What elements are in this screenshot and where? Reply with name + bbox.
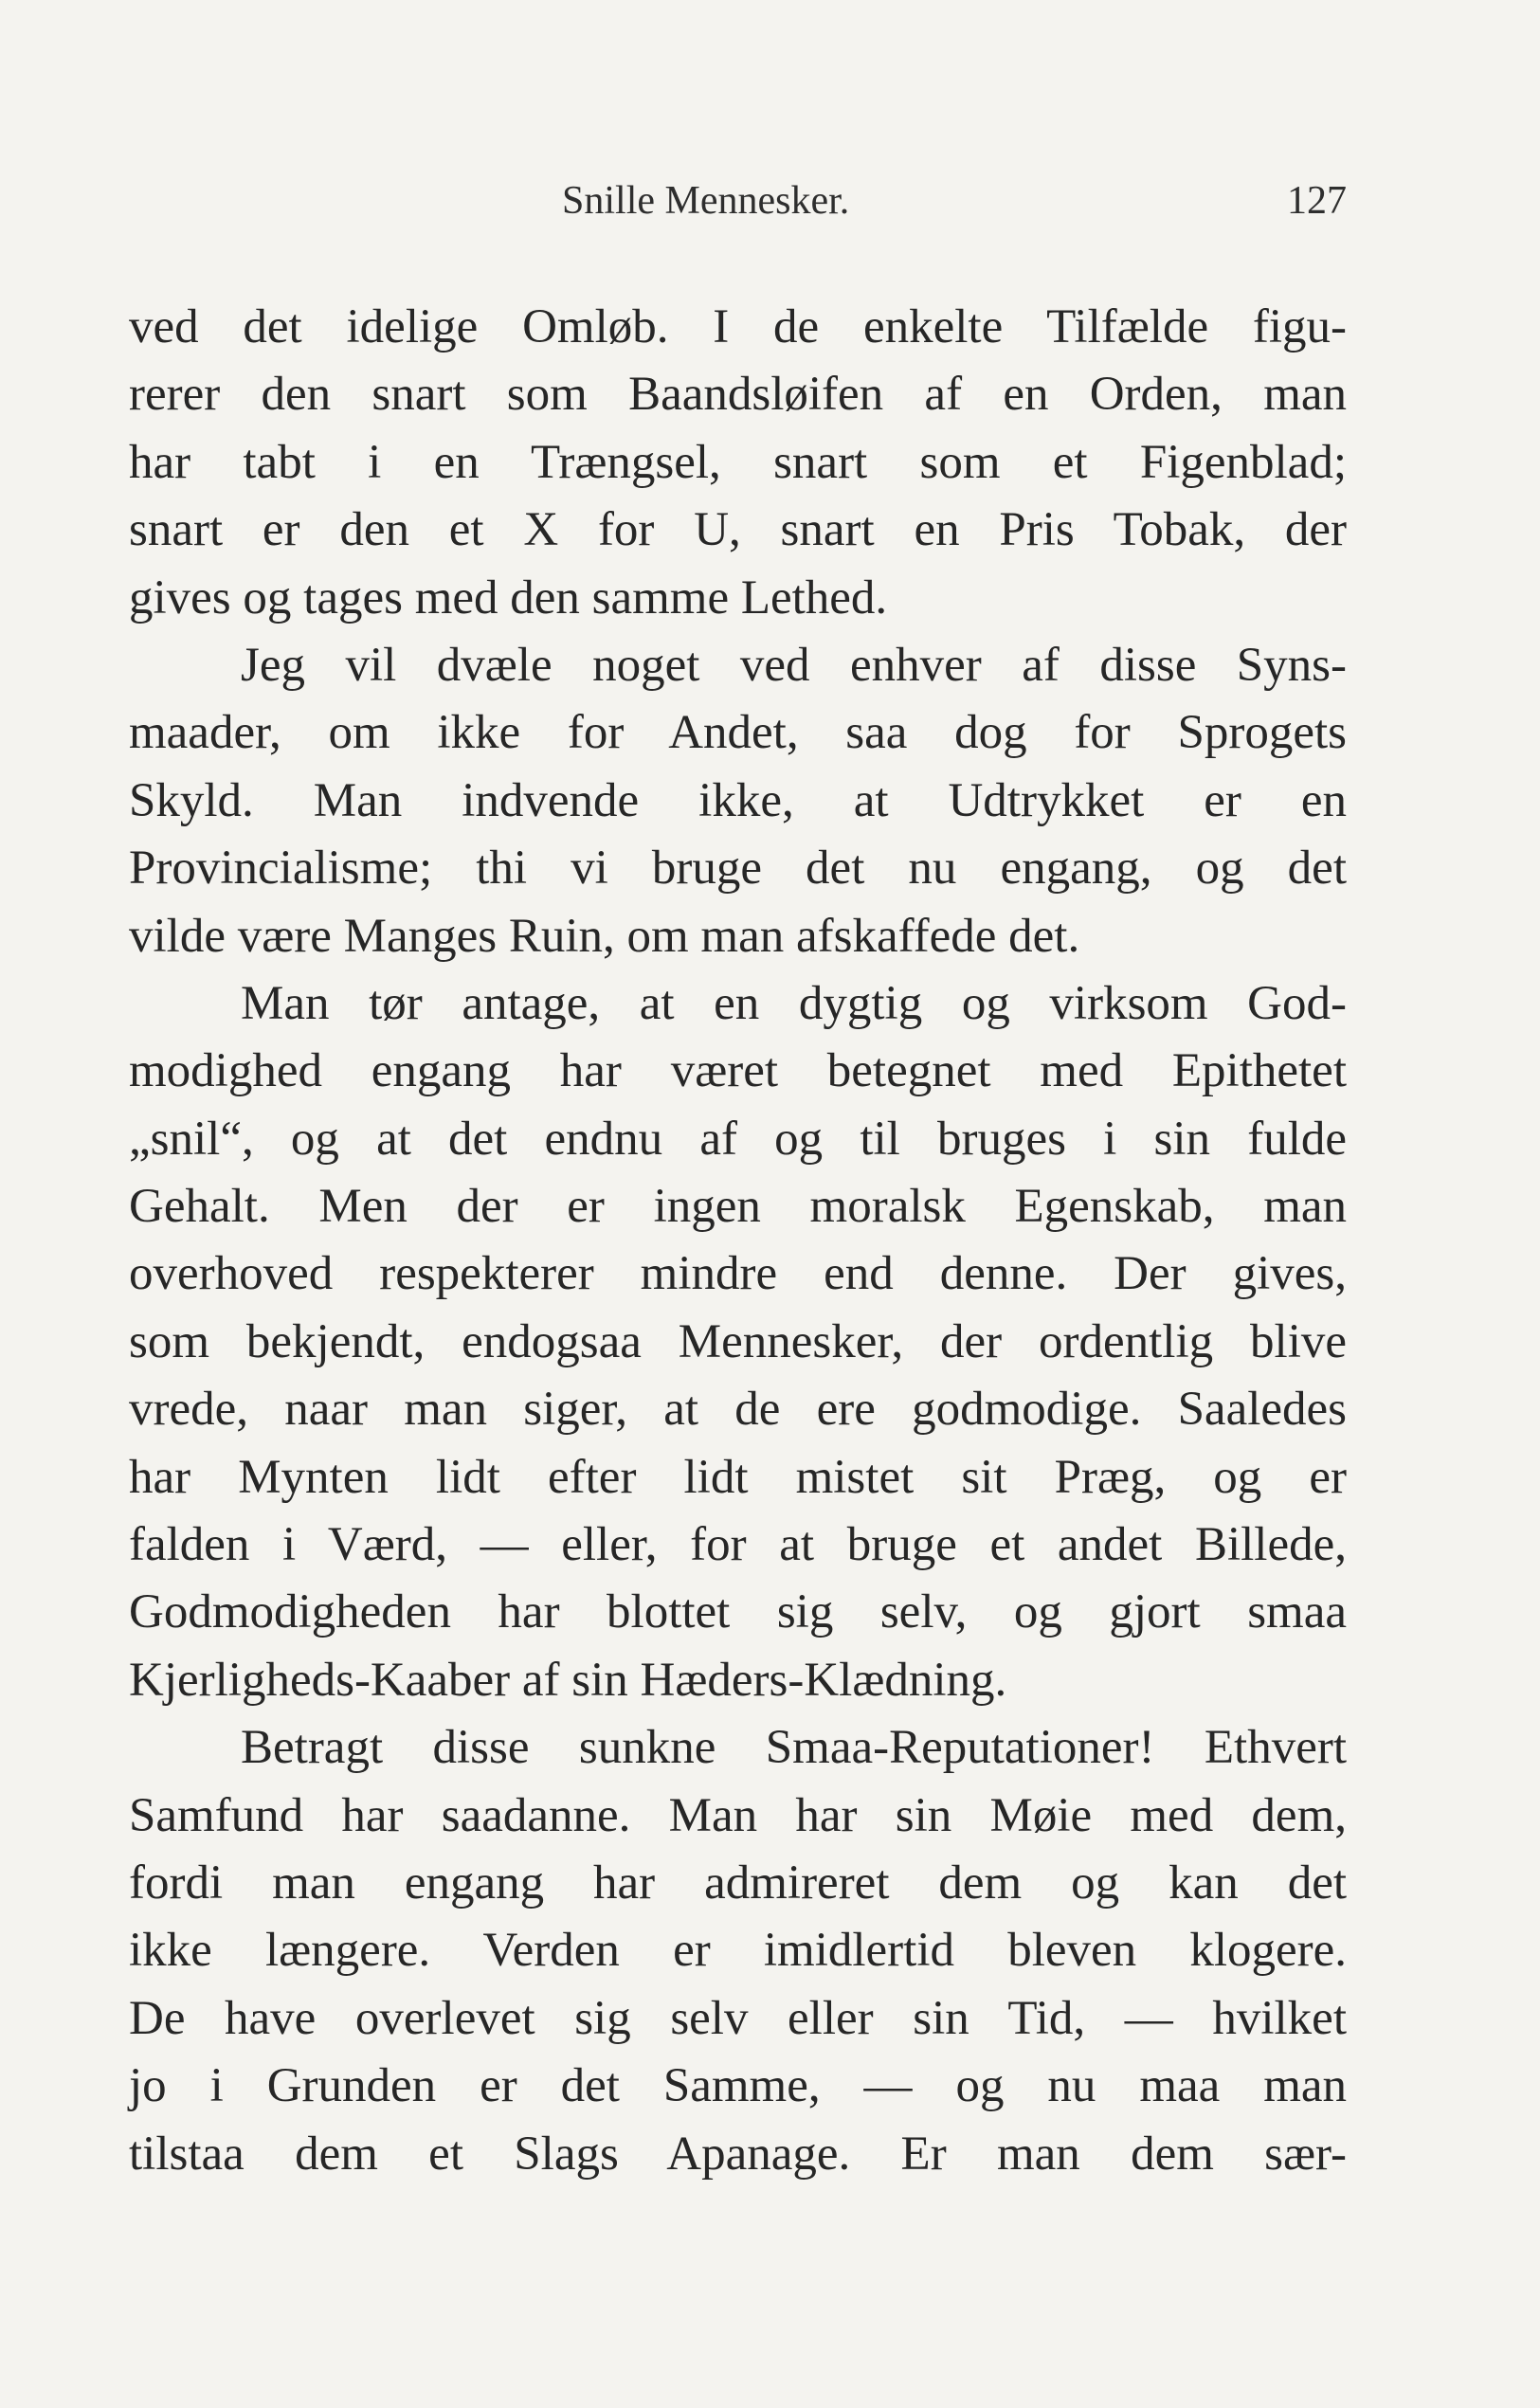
text-line: rerer den snart som Baandsløifen af en Orden, man — [129, 368, 1347, 422]
text-line: fordi man engang har admireret dem og kan det — [129, 1856, 1347, 1910]
text-line: jo i Grunden er det Samme, — og nu maa man — [129, 2059, 1347, 2113]
text-line: Betragt disse sunkne Smaa-Reputationer! Ethvert — [241, 1721, 1347, 1775]
page-number: 127 — [1287, 179, 1347, 223]
text-line: „snil“, og at det endnu af og til bruges i sin fulde — [129, 1112, 1347, 1166]
text-line: snart er den et X for U, snart en Pris Tobak, der — [129, 503, 1347, 557]
text-line: har tabt i en Trængsel, snart som et Figenblad; — [129, 435, 1347, 489]
text-line: Jeg vil dvæle noget ved enhver af disse Syns- — [241, 638, 1347, 692]
text-line: De have overlevet sig selv eller sin Tid, — hvilket — [129, 1991, 1347, 2045]
text-line: Samfund har saadanne. Man har sin Møie med dem, — [129, 1788, 1347, 1842]
running-title: Snille Mennesker. — [562, 179, 850, 223]
text-line: Man tør antage, at en dygtig og virksom God- — [241, 976, 1347, 1030]
text-line: som bekjendt, endogsaa Mennesker, der ordentlig blive — [129, 1314, 1347, 1368]
text-line: Kjerligheds-Kaaber af sin Hæders-Klædning. — [129, 1653, 1007, 1707]
text-line: overhoved respekterer mindre end denne. Der gives, — [129, 1247, 1347, 1301]
text-line: maader, om ikke for Andet, saa dog for Sprogets — [129, 706, 1347, 760]
text-line: Skyld. Man indvende ikke, at Udtrykket er en — [129, 773, 1347, 827]
text-line: Gehalt. Men der er ingen moralsk Egenskab, man — [129, 1180, 1347, 1234]
text-line: vrede, naar man siger, at de ere godmodige. Saaledes — [129, 1383, 1347, 1437]
text-line: har Mynten lidt efter lidt mistet sit Præg, og er — [129, 1450, 1347, 1504]
text-line: ved det idelige Omløb. I de enkelte Tilfælde figu- — [129, 300, 1347, 353]
page-header — [129, 178, 1347, 235]
text-line: Provincialisme; thi vi bruge det nu engang, og det — [129, 842, 1347, 896]
body-text — [129, 294, 1347, 2188]
text-line: modighed engang har været betegnet med Epithetet — [129, 1044, 1347, 1098]
text-line: falden i Værd, — eller, for at bruge et andet Billede, — [129, 1518, 1347, 1572]
text-line: vilde være Manges Ruin, om man afskaffede det. — [129, 909, 1080, 963]
text-line: gives og tages med den samme Lethed. — [129, 570, 888, 625]
text-line: Godmodigheden har blottet sig selv, og gjort smaa — [129, 1585, 1347, 1639]
text-line: ikke længere. Verden er imidlertid bleven klogere. — [129, 1924, 1347, 1978]
text-line: tilstaa dem et Slags Apanage. Er man dem sær- — [129, 2127, 1347, 2181]
